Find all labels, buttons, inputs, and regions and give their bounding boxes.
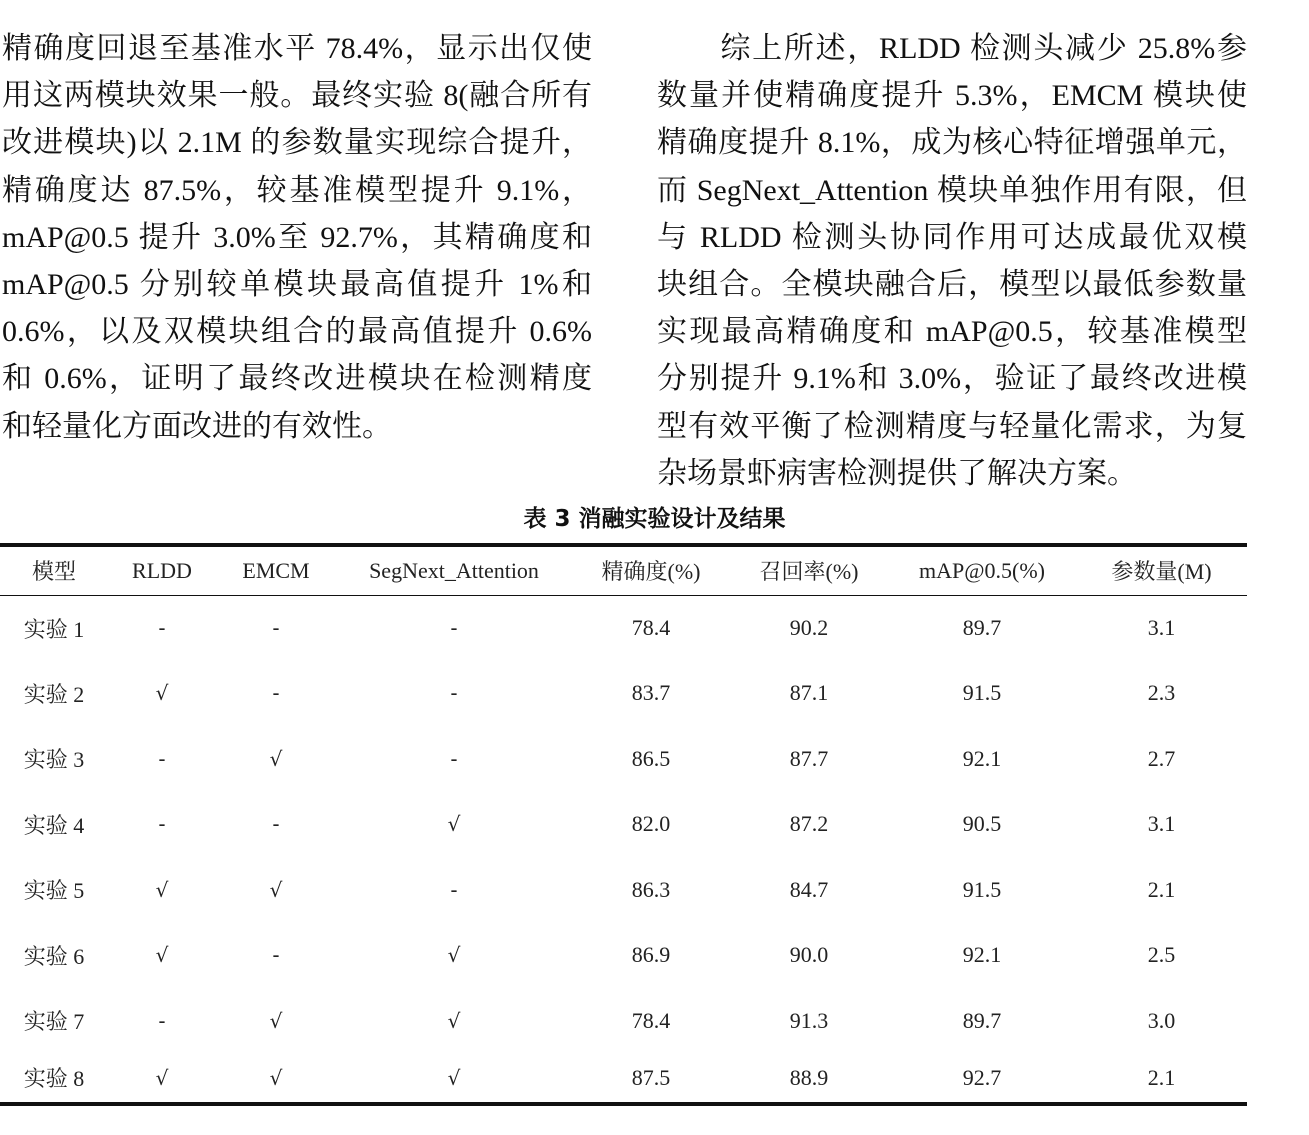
row-label-cell: 实验 5 bbox=[23, 878, 85, 904]
module-flag-cell: √ bbox=[216, 1054, 336, 1104]
module-flag-cell: - bbox=[272, 616, 280, 640]
value-cell: 92.7 bbox=[888, 1054, 1076, 1104]
value-cell: 89.7 bbox=[962, 615, 1002, 640]
module-flag-cell: √ bbox=[108, 1054, 216, 1104]
module-flag-cell: √ bbox=[447, 1008, 461, 1033]
module-flag-cell: - bbox=[158, 616, 166, 640]
table-row bbox=[0, 1054, 1247, 1104]
value-cell: 2.7 bbox=[1147, 745, 1176, 771]
module-flag-cell: - bbox=[158, 1008, 166, 1033]
value-cell: 86.9 bbox=[631, 942, 671, 968]
module-flag-cell: √ bbox=[155, 681, 169, 706]
module-flag-cell: - bbox=[272, 943, 280, 968]
text-line: 实现最高精确度和 mAP@0.5，较基准模型 bbox=[657, 315, 1247, 349]
module-flag-cell: - bbox=[450, 877, 458, 902]
header-cell: SegNext_Attention bbox=[336, 545, 572, 595]
module-flag-cell: √ bbox=[269, 746, 283, 771]
module-flag-cell: - bbox=[450, 616, 458, 640]
header-cell: mAP@0.5(%) bbox=[888, 545, 1076, 595]
text-line: 改进模块)以 2.1M 的参数量实现综合提升， bbox=[2, 126, 592, 160]
row-label-cell: 实验 1 bbox=[23, 616, 85, 642]
table-row bbox=[0, 988, 1247, 1054]
table-row bbox=[0, 857, 1247, 923]
text-line: mAP@0.5 分别较单模块最高值提升 1%和 bbox=[2, 268, 592, 302]
text-line: 杂场景虾病害检测提供了解决方案。 bbox=[657, 456, 1137, 490]
table-row bbox=[0, 923, 1247, 989]
value-cell: 84.7 bbox=[789, 876, 829, 902]
value-cell: 2.1 bbox=[1147, 876, 1176, 902]
row-label-cell: 实验 7 bbox=[23, 1009, 85, 1035]
value-cell: 87.1 bbox=[789, 680, 829, 706]
module-flag-cell: √ bbox=[155, 877, 169, 902]
text-line: 0.6%，以及双模块组合的最高值提升 0.6% bbox=[2, 315, 592, 349]
header-cell: EMCM bbox=[216, 545, 336, 595]
module-flag-cell: - bbox=[272, 681, 280, 706]
row-label-cell: 实验 2 bbox=[23, 681, 85, 707]
ablation-table bbox=[0, 543, 1247, 1106]
value-cell: 90.2 bbox=[789, 615, 829, 640]
text-line: 数量并使精确度提升 5.3%，EMCM 模块使 bbox=[657, 79, 1247, 113]
table-row bbox=[0, 661, 1247, 727]
header-cell: 精确度(%) bbox=[572, 545, 730, 595]
value-cell: 88.9 bbox=[730, 1054, 888, 1104]
row-label-cell: 实验 3 bbox=[23, 747, 85, 773]
value-cell: 2.3 bbox=[1147, 680, 1176, 706]
value-cell: 92.1 bbox=[962, 745, 1002, 771]
value-cell: 82.0 bbox=[631, 811, 671, 837]
module-flag-cell: √ bbox=[269, 877, 283, 902]
value-cell: 90.5 bbox=[962, 811, 1002, 837]
row-label-cell: 实验 6 bbox=[23, 943, 85, 969]
module-flag-cell: √ bbox=[269, 1008, 283, 1033]
table-row bbox=[0, 726, 1247, 792]
header-cell: 模型 bbox=[0, 545, 108, 595]
value-cell: 86.5 bbox=[631, 745, 671, 771]
right-paragraph bbox=[657, 25, 1247, 497]
value-cell: 87.7 bbox=[789, 745, 829, 771]
text-line: mAP@0.5 提升 3.0%至 92.7%，其精确度和 bbox=[2, 220, 592, 254]
value-cell: 83.7 bbox=[631, 680, 671, 706]
text-line: 型有效平衡了检测精度与轻量化需求，为复 bbox=[657, 409, 1247, 443]
module-flag-cell: - bbox=[272, 812, 280, 837]
module-flag-cell: √ bbox=[336, 1054, 572, 1104]
table-header-row bbox=[0, 545, 1247, 595]
row-label-cell: 实验 8 bbox=[0, 1054, 108, 1104]
module-flag-cell: - bbox=[158, 746, 166, 771]
value-cell: 89.7 bbox=[962, 1007, 1002, 1033]
value-cell: 90.0 bbox=[789, 942, 829, 968]
value-cell: 3.1 bbox=[1147, 615, 1176, 640]
header-cell: RLDD bbox=[108, 545, 216, 595]
value-cell: 87.5 bbox=[572, 1054, 730, 1104]
text-line: 分别提升 9.1%和 3.0%，验证了最终改进模 bbox=[657, 362, 1247, 396]
table-body bbox=[0, 595, 1247, 1104]
value-cell: 87.2 bbox=[789, 811, 829, 837]
value-cell: 3.1 bbox=[1147, 811, 1176, 837]
value-cell: 2.1 bbox=[1076, 1054, 1247, 1104]
table-row bbox=[0, 792, 1247, 858]
row-label-cell: 实验 4 bbox=[23, 812, 85, 838]
text-line: 与 RLDD 检测头协同作用可达成最优双模 bbox=[657, 220, 1247, 254]
value-cell: 86.3 bbox=[631, 876, 671, 902]
module-flag-cell: - bbox=[450, 681, 458, 706]
value-cell: 91.5 bbox=[962, 680, 1002, 706]
module-flag-cell: - bbox=[158, 812, 166, 837]
left-paragraph bbox=[2, 25, 592, 450]
table-row bbox=[0, 595, 1247, 661]
text-line: 块组合。全模块融合后，模型以最低参数量 bbox=[657, 268, 1247, 302]
text-line: 和 0.6%，证明了最终改进模块在检测精度 bbox=[2, 362, 592, 396]
text-line: 精确度达 87.5%，较基准模型提升 9.1%， bbox=[2, 173, 592, 207]
text-line: 而 SegNext_Attention 模块单独作用有限，但 bbox=[657, 173, 1247, 207]
value-cell: 78.4 bbox=[631, 1007, 671, 1033]
value-cell: 92.1 bbox=[962, 942, 1002, 968]
value-cell: 91.5 bbox=[962, 876, 1002, 902]
module-flag-cell: √ bbox=[447, 943, 461, 968]
module-flag-cell: √ bbox=[155, 943, 169, 968]
value-cell: 91.3 bbox=[789, 1007, 829, 1033]
header-cell: 参数量(M) bbox=[1076, 545, 1247, 595]
text-line: 和轻量化方面改进的有效性。 bbox=[2, 409, 392, 443]
text-line: 综上所述，RLDD 检测头减少 25.8%参 bbox=[657, 32, 1247, 65]
text-line: 精确度提升 8.1%，成为核心特征增强单元， bbox=[657, 126, 1247, 160]
text-line: 用这两模块效果一般。最终实验 8(融合所有 bbox=[2, 79, 592, 113]
table-caption: 表 3 消融实验设计及结果 bbox=[523, 506, 786, 532]
header-cell: 召回率(%) bbox=[730, 545, 888, 595]
text-line: 精确度回退至基准水平 78.4%，显示出仅使 bbox=[2, 32, 592, 65]
module-flag-cell: - bbox=[450, 746, 458, 771]
module-flag-cell: √ bbox=[447, 812, 461, 837]
value-cell: 3.0 bbox=[1147, 1007, 1176, 1033]
value-cell: 78.4 bbox=[631, 615, 671, 640]
value-cell: 2.5 bbox=[1147, 942, 1176, 968]
